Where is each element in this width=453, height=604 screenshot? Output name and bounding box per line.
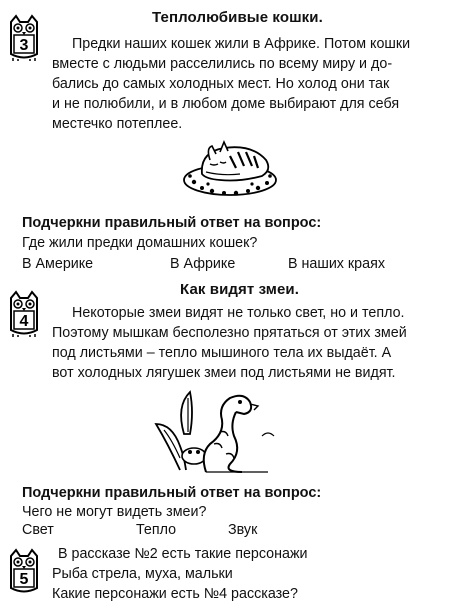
owl-number-badge-icon xyxy=(6,14,42,62)
section-title: Как видят змеи. xyxy=(180,281,299,298)
paragraph-line: под листьями – тепло мышиного тела их выдаёт. А xyxy=(52,345,392,361)
section-paragraph xyxy=(52,34,447,134)
sleeping-cat-illustration xyxy=(180,138,284,205)
answer-options xyxy=(22,522,442,542)
answer-option[interactable]: В наших краях xyxy=(288,256,385,272)
answer-option[interactable]: Тепло xyxy=(136,522,177,538)
section-number: 4 xyxy=(19,313,29,330)
answer-option[interactable]: В Африке xyxy=(170,256,236,272)
section-paragraph xyxy=(52,544,447,604)
paragraph-line: бались до самых холодных мест. Но холод они так xyxy=(52,76,390,92)
answer-option[interactable]: Звук xyxy=(228,522,258,538)
section-number: 3 xyxy=(19,37,29,54)
snake-and-frog-illustration xyxy=(150,384,280,481)
paragraph-line: Какие персонажи есть №4 рассказе? xyxy=(52,586,298,602)
owl-number-badge-icon xyxy=(6,290,42,338)
section-number: 5 xyxy=(19,571,29,588)
paragraph-line: и не полюбили, и в любом доме выбирают для себя xyxy=(52,96,400,112)
question-heading: Подчеркни правильный ответ на вопрос: xyxy=(22,485,322,501)
paragraph-line: вместе с людьми расселились по всему миру и до- xyxy=(52,56,393,72)
section-title: Теплолюбивые кошки. xyxy=(152,9,323,26)
paragraph-line: вот холодных лягушек змеи под листьями не видят. xyxy=(52,365,396,381)
question-text: Где жили предки домашних кошек? xyxy=(22,235,258,251)
answer-options xyxy=(22,256,442,276)
paragraph-line: Предки наших кошек жили в Африке. Потом кошки xyxy=(72,36,411,52)
section-paragraph xyxy=(52,303,447,383)
owl-number-badge-icon xyxy=(6,548,42,596)
paragraph-line: местечко потеплее. xyxy=(52,116,183,132)
paragraph-line: Рыба стрела, муха, мальки xyxy=(52,566,233,582)
answer-option[interactable]: Свет xyxy=(22,522,54,538)
paragraph-line: В рассказе №2 есть такие персонажи xyxy=(58,546,308,562)
question-heading: Подчеркни правильный ответ на вопрос: xyxy=(22,215,322,231)
answer-option[interactable]: В Америке xyxy=(22,256,94,272)
paragraph-line: Некоторые змеи видят не только свет, но и тепло. xyxy=(72,305,405,321)
question-text: Чего не могут видеть змеи? xyxy=(22,504,207,520)
paragraph-line: Поэтому мышкам бесполезно прятаться от этих змей xyxy=(52,325,407,341)
